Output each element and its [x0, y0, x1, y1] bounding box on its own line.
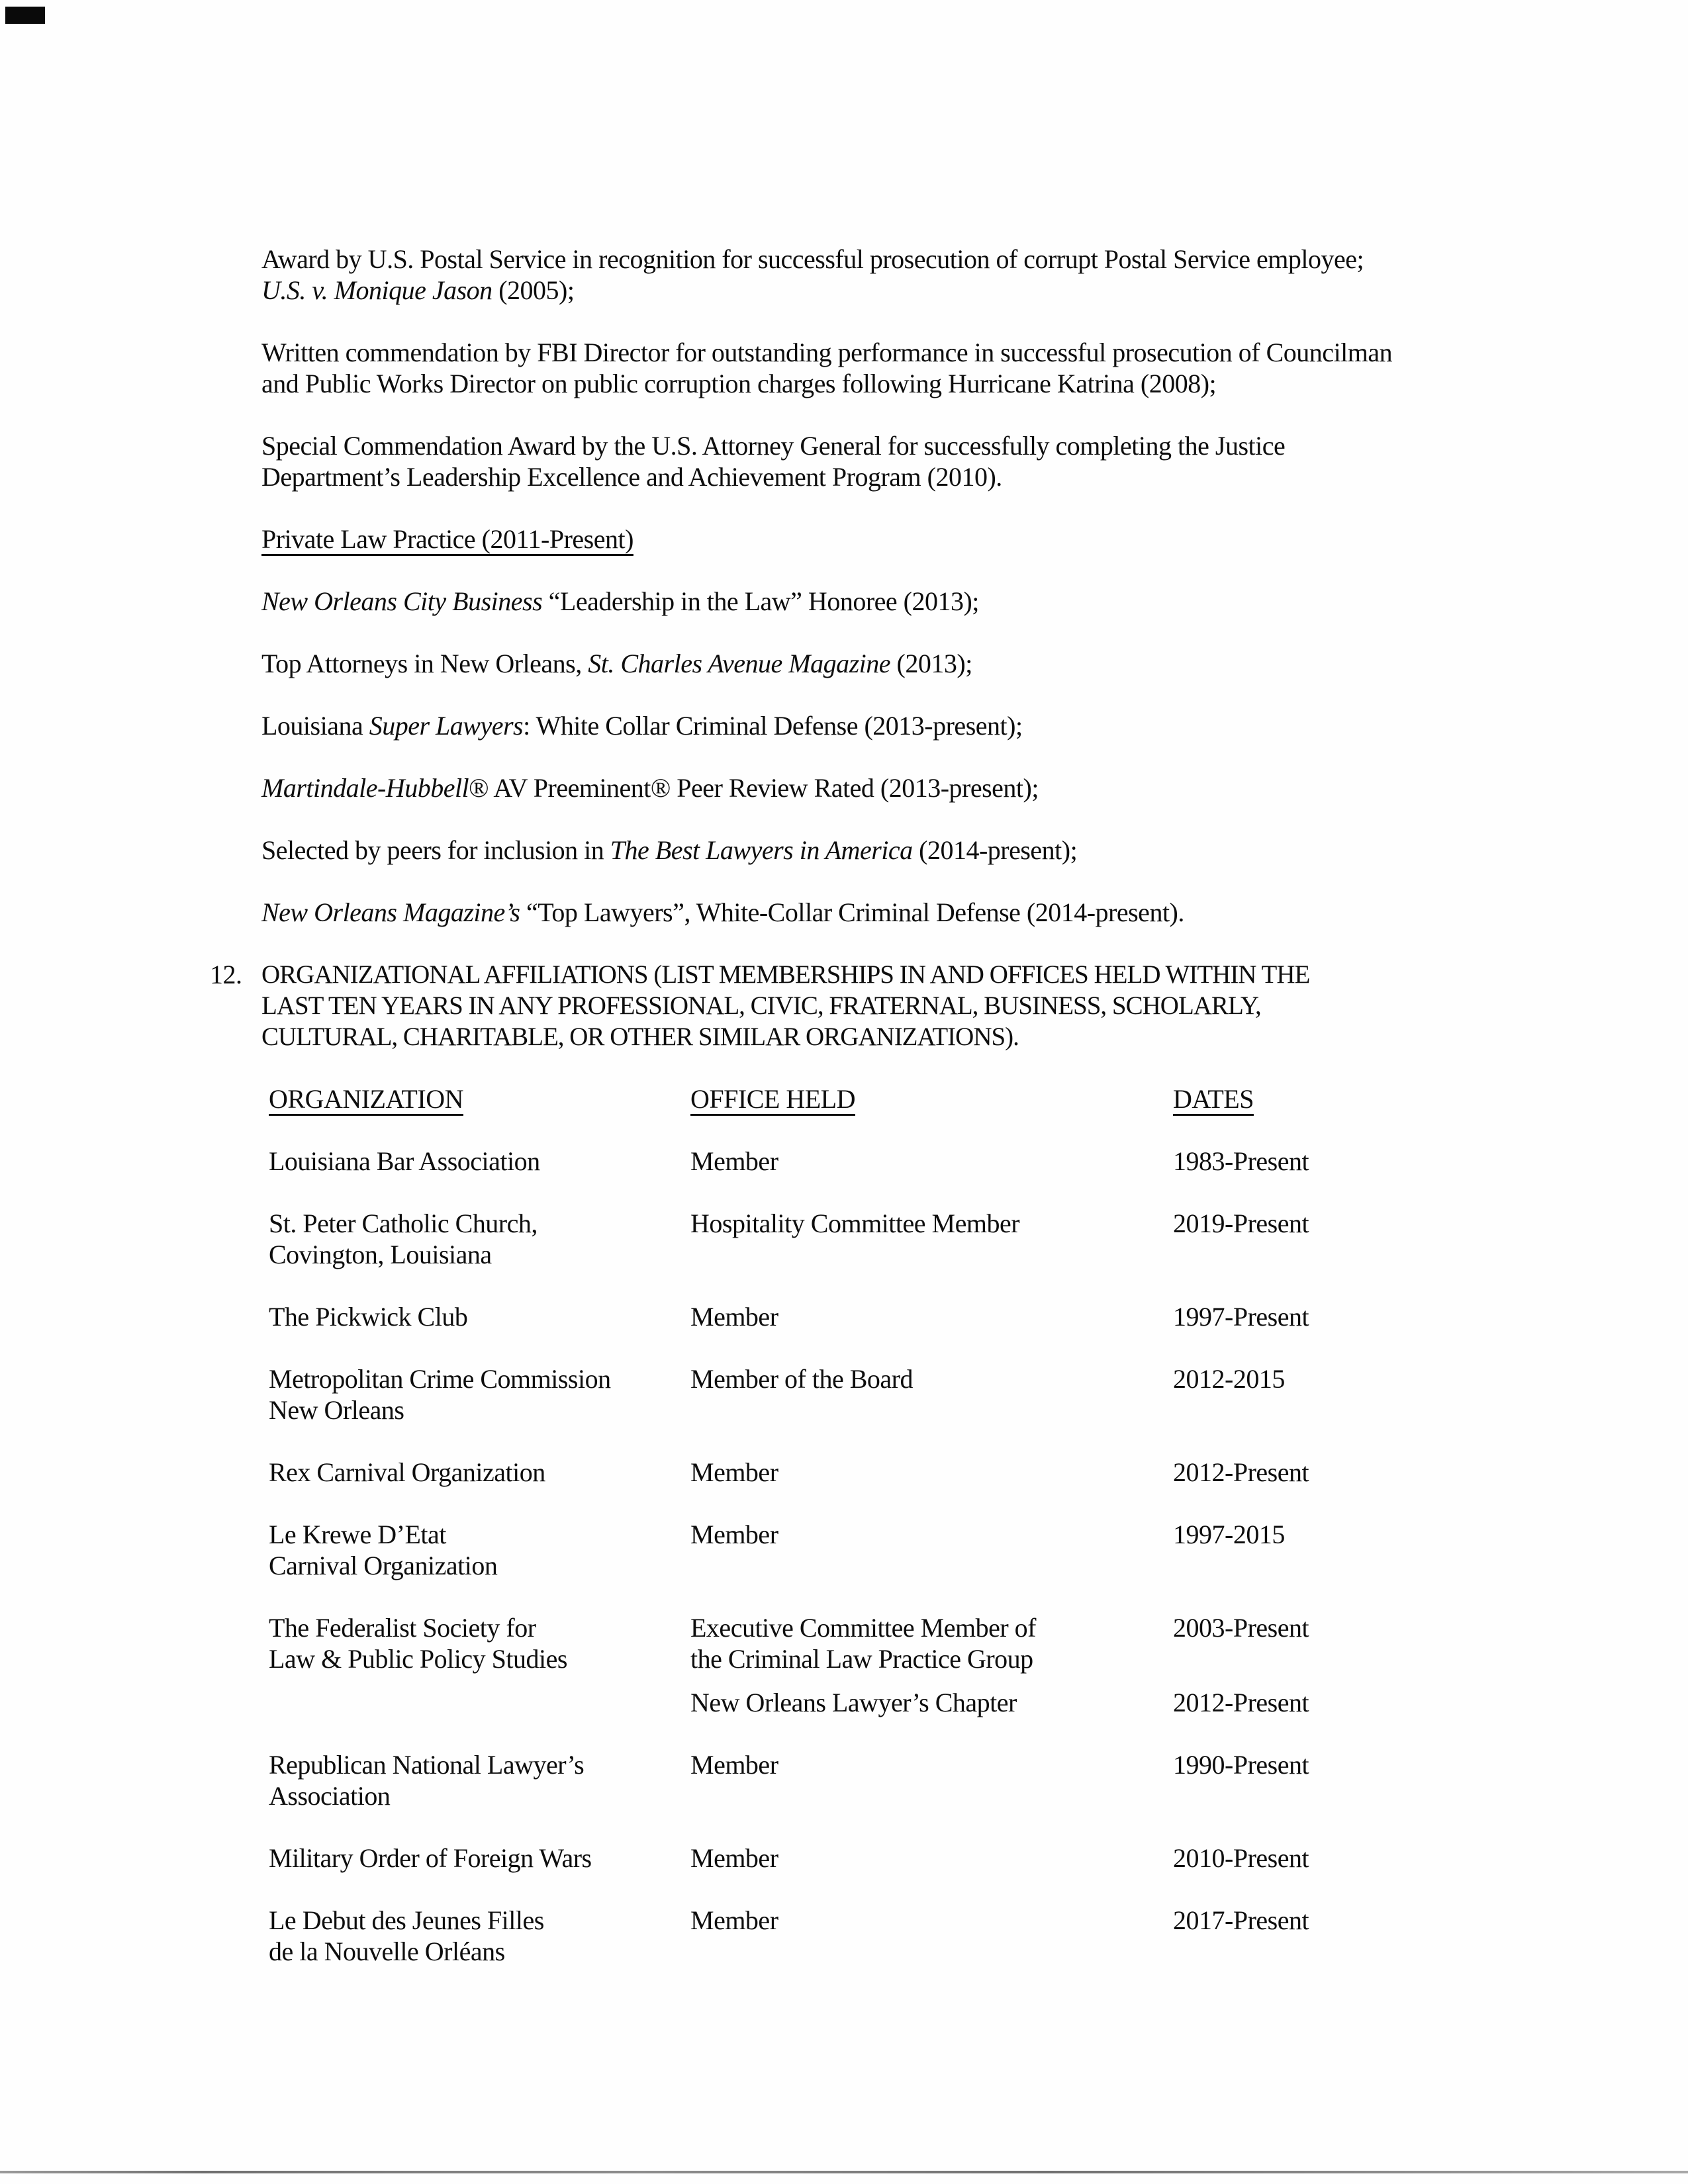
awards-paragraphs — [261, 244, 1460, 492]
organization-cell: Le Debut des Jeunes Filles de la Nouvelle Orléans — [269, 1905, 544, 1966]
column-header-office-held — [690, 1083, 1173, 1115]
office-held-cell: Hospitality Committee Member — [690, 1208, 1020, 1238]
organization-cell: Metropolitan Crime Commission New Orleans — [269, 1364, 611, 1425]
column-header-office-held-text: OFFICE HELD — [690, 1084, 855, 1114]
dates-cell: 1990-Present — [1173, 1750, 1309, 1780]
dates-cell: 2012-Present — [1173, 1688, 1309, 1717]
text-segment: (2005); — [492, 275, 575, 305]
section-12-number: 12. — [210, 960, 242, 989]
organization-cell: Republican National Lawyer’s Association — [269, 1750, 585, 1811]
organization-cell: Rex Carnival Organization — [269, 1457, 545, 1487]
column-header-dates-text: DATES — [1173, 1084, 1254, 1114]
honors-list — [261, 586, 1460, 928]
organization-cell: The Federalist Society for Law & Public Policy Studies — [269, 1613, 567, 1674]
office-held-cell: Member — [690, 1843, 778, 1873]
dates-cell: 2012-2015 — [1173, 1364, 1285, 1394]
text-segment: Written commendation by FBI Director for outstanding performance in successful prosecution of Councilman — [261, 338, 1393, 367]
text-segment: Award by U.S. Postal Service in recognition for successful prosecution of corrupt Postal Service employee; — [261, 244, 1364, 274]
honor-item — [261, 586, 1460, 617]
table-row — [261, 1457, 1460, 1488]
text-segment: (2014-present); — [912, 835, 1078, 865]
organization-cell: Military Order of Foreign Wars — [269, 1843, 592, 1873]
text-segment: : White Collar Criminal Defense (2013-present); — [523, 711, 1023, 741]
italic-text-segment: Super Lawyers — [369, 711, 524, 741]
column-header-dates — [1173, 1083, 1460, 1115]
affiliations-table-body — [261, 1146, 1460, 1967]
dates-cell: 2012-Present — [1173, 1457, 1309, 1487]
affiliations-table — [261, 1083, 1460, 1967]
table-row — [261, 1843, 1460, 1874]
table-row — [261, 1687, 1460, 1718]
affiliations-table-header-row — [261, 1083, 1460, 1115]
italic-text-segment: New Orleans Magazine’s — [261, 897, 520, 927]
honor-item — [261, 897, 1460, 928]
dates-cell: 2003-Present — [1173, 1613, 1309, 1643]
office-held-cell: Member — [690, 1457, 778, 1487]
text-segment: ® AV Preeminent® Peer Review Rated (2013-present); — [469, 773, 1039, 803]
column-header-organization — [261, 1083, 690, 1115]
private-law-practice-heading — [261, 523, 1460, 555]
text-segment: Special Commendation Award by the U.S. Attorney General for successfully completing the Justice — [261, 431, 1286, 461]
dates-cell: 2010-Present — [1173, 1843, 1309, 1873]
text-segment: Top Attorneys in New Orleans, — [261, 649, 588, 678]
award-paragraph — [261, 430, 1460, 492]
column-header-organization-text: ORGANIZATION — [269, 1084, 463, 1114]
office-held-cell: Member — [690, 1520, 778, 1549]
honor-item — [261, 772, 1460, 803]
text-segment: and Public Works Director on public corruption charges following Hurricane Katrina (2008); — [261, 369, 1217, 398]
table-row — [261, 1749, 1460, 1811]
italic-text-segment: New Orleans City Business — [261, 586, 543, 616]
organization-cell: The Pickwick Club — [269, 1302, 468, 1332]
text-segment: “Leadership in the Law” Honoree (2013); — [542, 586, 979, 616]
section-12 — [210, 959, 1460, 1967]
office-held-cell: Member — [690, 1750, 778, 1780]
section-12-heading: ORGANIZATIONAL AFFILIATIONS (LIST MEMBERSHIPS IN AND OFFICES HELD WITHIN THE LAST TEN YEARS IN ANY PROFESSIONAL, CIVIC, FRATERNAL, BUSINESS, SCHOLARLY, CULTURAL, CHARITABLE, OR OTHER SIMILAR ORGANIZATIONS). — [261, 960, 1310, 1051]
text-segment: (2013); — [890, 649, 972, 678]
text-segment: “Top Lawyers”, White-Collar Criminal Defense (2014-present). — [520, 897, 1184, 927]
table-row — [261, 1363, 1460, 1426]
organization-cell: Louisiana Bar Association — [269, 1146, 540, 1176]
dates-cell: 1997-Present — [1173, 1302, 1309, 1332]
table-row — [261, 1208, 1460, 1270]
table-row — [261, 1146, 1460, 1177]
honor-item — [261, 835, 1460, 866]
dates-cell: 1983-Present — [1173, 1146, 1309, 1176]
award-paragraph — [261, 337, 1460, 399]
italic-text-segment: U.S. v. Monique Jason — [261, 275, 492, 305]
text-segment: Selected by peers for inclusion in — [261, 835, 610, 865]
office-held-cell: Member — [690, 1146, 778, 1176]
dates-cell: 1997-2015 — [1173, 1520, 1285, 1549]
private-law-practice-heading-text: Private Law Practice (2011-Present) — [261, 524, 633, 554]
document-content — [210, 244, 1460, 1998]
honor-item — [261, 710, 1460, 741]
organization-cell: St. Peter Catholic Church, Covington, Louisiana — [269, 1208, 538, 1269]
dates-cell: 2019-Present — [1173, 1208, 1309, 1238]
office-held-cell: Member — [690, 1905, 778, 1935]
office-held-cell: Member of the Board — [690, 1364, 913, 1394]
scan-artifact-corner-mark — [5, 7, 45, 24]
office-held-cell: Member — [690, 1302, 778, 1332]
italic-text-segment: Martindale-Hubbell — [261, 773, 469, 803]
office-held-cell: New Orleans Lawyer’s Chapter — [690, 1688, 1017, 1717]
organization-cell: Le Krewe D’Etat Carnival Organization — [269, 1520, 498, 1580]
table-row — [261, 1301, 1460, 1332]
italic-text-segment: The Best Lawyers in America — [610, 835, 913, 865]
table-row — [261, 1519, 1460, 1581]
honor-item — [261, 648, 1460, 679]
scan-artifact-bottom-edge-line — [0, 2171, 1688, 2173]
office-held-cell: Executive Committee Member of the Criminal Law Practice Group — [690, 1613, 1037, 1674]
italic-text-segment: St. Charles Avenue Magazine — [588, 649, 891, 678]
table-row — [261, 1612, 1460, 1674]
award-paragraph — [261, 244, 1460, 306]
text-segment: Louisiana — [261, 711, 369, 741]
dates-cell: 2017-Present — [1173, 1905, 1309, 1935]
text-segment: Department’s Leadership Excellence and Achievement Program (2010). — [261, 462, 1002, 492]
table-row — [261, 1905, 1460, 1967]
